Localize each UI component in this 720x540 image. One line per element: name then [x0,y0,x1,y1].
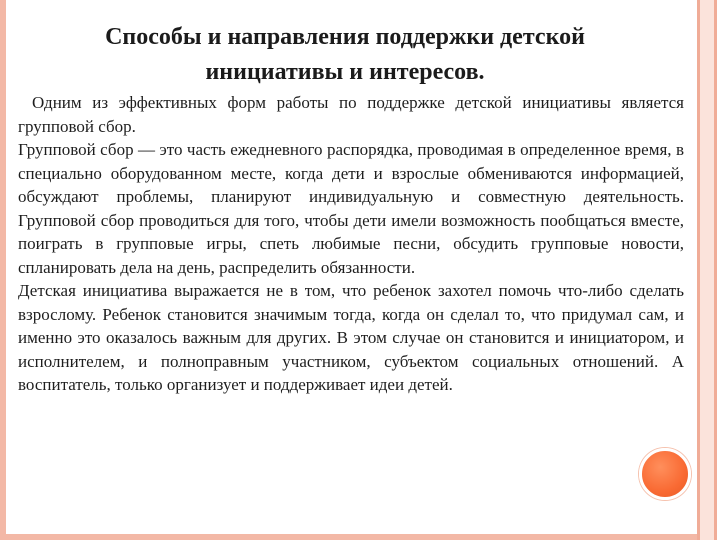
frame-right-line [697,0,700,540]
frame-bottom-border [0,534,720,540]
paragraph-intro: Одним из эффективных форм работы по поддержке детской инициативы является групповой сбор. [18,93,684,136]
paragraph-child-initiative: Детская инициатива выражается не в том, что ребенок захотел помочь что-либо сделать взрослому. Ребенок становится значимым тогда, когда он сделал то, что придумал сам, и именно это оказалось важным для других. В этом случае он становится и инициатором, и исполнителем, и полноправным участником, субъектом социальных отношений. А воспитатель, только организует и поддерживает идеи детей. [18,281,684,394]
slide-title-line1: Способы и направления поддержки детской [105,24,585,50]
decorative-circle-icon [639,448,691,500]
paragraph-group-meeting: Групповой сбор — это часть ежедневного распорядка, проводимая в определенное время, в специально оборудованном месте, когда дети и взрослые обмениваются информацией, обсуждают проблемы, планируют индивидуальную и совместную деятельность. Групповой сбор проводиться для того, чтобы дети имели возможность пообщаться вместе, поиграть в групповые игры, спеть любимые песни, обсудить групповые новости, спланировать дела на день, распределить обязанности. [18,140,684,277]
slide-title [30,20,660,90]
slide-title-line2: инициативы и интересов. [205,59,485,85]
frame-left-border [0,0,6,540]
slide-body [18,91,684,397]
frame-right-band [700,0,714,540]
